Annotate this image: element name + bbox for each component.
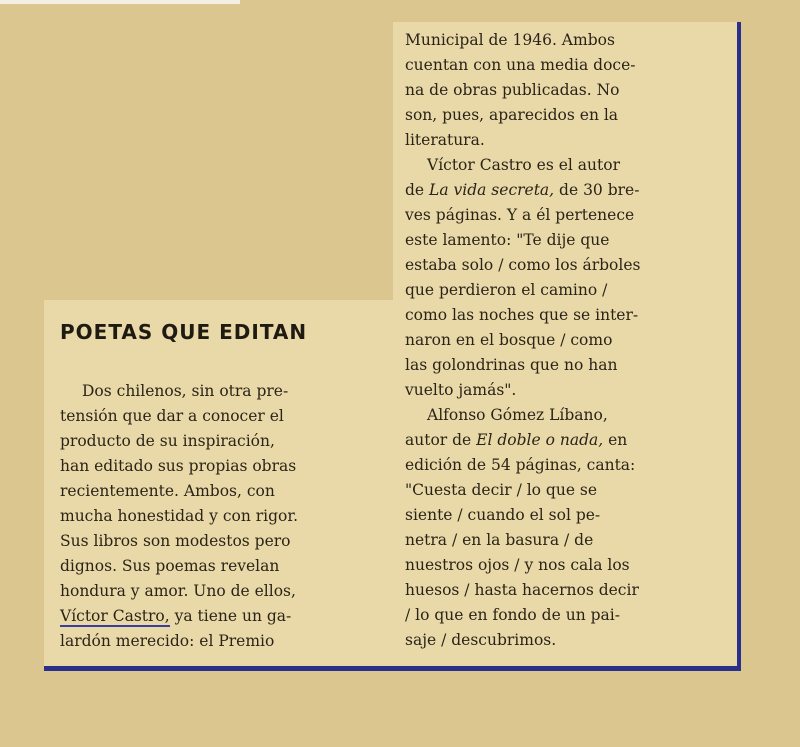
text-line: hondura y amor. Uno de ellos, bbox=[60, 582, 296, 600]
text-line: cuentan con una media doce- bbox=[405, 56, 636, 74]
text-fragment: de bbox=[405, 181, 425, 199]
article-headline: POETAS QUE EDITAN bbox=[60, 320, 308, 344]
text-line-with-title bbox=[405, 178, 723, 203]
text-line: Alfonso Gómez Líbano, bbox=[427, 406, 608, 424]
text-line: dignos. Sus poemas revelan bbox=[60, 557, 280, 575]
text-line: Municipal de 1946. Ambos bbox=[405, 31, 615, 49]
text-line: Víctor Castro es el autor bbox=[427, 156, 620, 174]
text-line: nuestros ojos / y nos cala los bbox=[405, 556, 630, 574]
text-line: recientemente. Ambos, con bbox=[60, 482, 275, 500]
text-fragment: ya tiene un ga- bbox=[174, 607, 292, 625]
text-line: tensión que dar a conocer el bbox=[60, 407, 284, 425]
text-line: siente / cuando el sol pe- bbox=[405, 506, 601, 524]
text-line: son, pues, aparecidos en la bbox=[405, 106, 619, 124]
text-fragment: autor de bbox=[405, 431, 472, 449]
text-line: como las noches que se inter- bbox=[405, 306, 639, 324]
left-text-column bbox=[60, 379, 378, 654]
text-line: han editado sus propias obras bbox=[60, 457, 297, 475]
author-name-underlined: Víctor Castro, bbox=[60, 607, 170, 625]
text-line: "Cuesta decir / lo que se bbox=[405, 481, 598, 499]
text-line: las golondrinas que no han bbox=[405, 356, 618, 374]
book-title: El doble o nada, bbox=[476, 431, 604, 449]
text-line: na de obras publicadas. No bbox=[405, 81, 620, 99]
text-line: / lo que en fondo de un pai- bbox=[405, 606, 620, 624]
clipping-bottom-rule bbox=[44, 666, 741, 671]
text-line: lardón merecido: el Premio bbox=[60, 632, 275, 650]
text-line: que perdieron el camino / bbox=[405, 281, 608, 299]
text-line: saje / descubrimos. bbox=[405, 631, 557, 649]
text-line: este lamento: "Te dije que bbox=[405, 231, 610, 249]
text-line: huesos / hasta hacernos decir bbox=[405, 581, 639, 599]
text-line: netra / en la basura / de bbox=[405, 531, 594, 549]
text-fragment: en bbox=[608, 431, 628, 449]
text-line: literatura. bbox=[405, 131, 485, 149]
text-line: Dos chilenos, sin otra pre- bbox=[82, 382, 289, 400]
text-line: naron en el bosque / como bbox=[405, 331, 613, 349]
book-title: La vida secreta, bbox=[429, 181, 555, 199]
right-text-column bbox=[405, 28, 723, 653]
text-line-with-name bbox=[60, 604, 378, 629]
text-line: estaba solo / como los árboles bbox=[405, 256, 641, 274]
text-fragment: de 30 bre- bbox=[559, 181, 640, 199]
text-line: edición de 54 páginas, canta: bbox=[405, 456, 636, 474]
top-paper-strip bbox=[0, 0, 240, 4]
text-line: ves páginas. Y a él pertenece bbox=[405, 206, 635, 224]
text-line: Sus libros son modestos pero bbox=[60, 532, 291, 550]
text-line: vuelto jamás". bbox=[405, 381, 517, 399]
text-line: producto de su inspiración, bbox=[60, 432, 275, 450]
text-line-with-title bbox=[405, 428, 723, 453]
text-line: mucha honestidad y con rigor. bbox=[60, 507, 298, 525]
